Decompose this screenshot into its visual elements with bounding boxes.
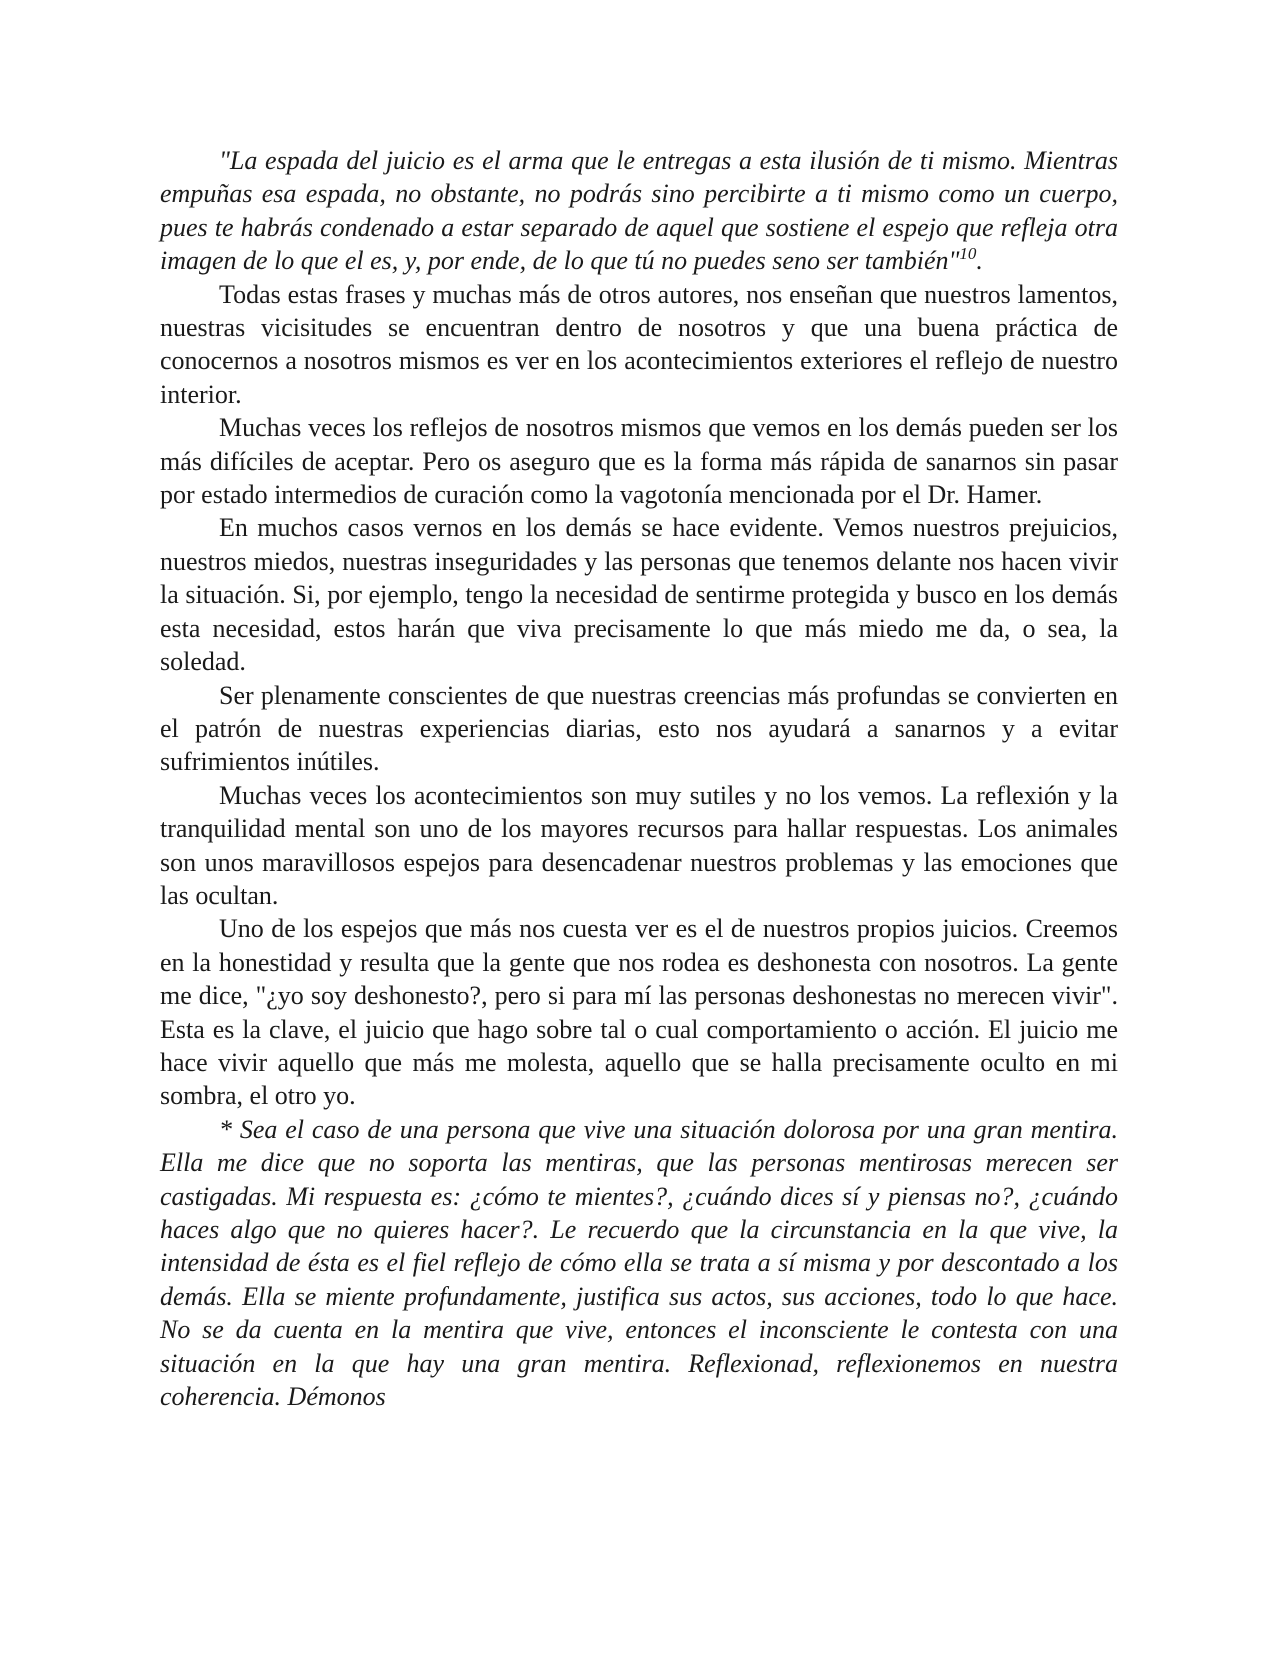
footnote-reference: 10 (959, 244, 977, 264)
example-paragraph (160, 1113, 1118, 1414)
body-paragraph: Todas estas frases y muchas más de otros autores, nos enseñan que nuestros lamentos, nuestras vicisitudes se encuentran dentro de nosotros y que una buena práctica de conocernos a nosotros mismos es ver en los acontecimientos exteriores el reflejo de nuestro interior. (160, 279, 1118, 409)
body-paragraph: Uno de los espejos que más nos cuesta ver es el de nuestros propios juicios. Creemos en la honestidad y resulta que la gente que nos rodea es deshonesta con nosotros. La gente me dice, "¿yo soy deshonesto?, pero si para mí las personas deshonestas no merecen vivir". Esta es la clave, el juicio que hago sobre tal o cual comportamiento o acción. El juicio me hace vivir aquello que más me molesta, aquello que se halla precisamente oculto en mi sombra, el otro yo. (160, 914, 1118, 1111)
quote-end-punctuation: . (976, 246, 983, 276)
quote-paragraph (160, 144, 1118, 278)
asterisk-marker: * (219, 1114, 240, 1144)
body-paragraph: Muchas veces los acontecimientos son muy sutiles y no los vemos. La reflexión y la tranquilidad mental son uno de los mayores recursos para hallar respuestas. Los animales son unos maravillosos espejos para desencadenar nuestros problemas y las emociones que las ocultan. (160, 780, 1118, 910)
quote-text: "La espada del juicio es el arma que le entregas a esta ilusión de ti mismo. Mientras empuñas esa espada, no obstante, no podrás sino percibirte a ti mismo como un cuerpo, pues te habrás condenado a estar separado de aquel que sostiene el espejo que refleja otra imagen de lo que el es, y, por ende, de lo que tú no puedes seno ser también" (160, 146, 1118, 276)
body-paragraph: En muchos casos vernos en los demás se hace evidente. Vemos nuestros prejuicios, nuestros miedos, nuestras inseguridades y las personas que tenemos delante nos hacen vivir la situación. Si, por ejemplo, tengo la necesidad de sentirme protegida y busco en los demás esta necesidad, estos harán que viva precisamente lo que más miedo me da, o sea, la soledad. (160, 513, 1118, 677)
body-paragraph: Ser plenamente conscientes de que nuestras creencias más profundas se convierten en el patrón de nuestras experiencias diarias, esto nos ayudará a sanarnos y a evitar sufrimientos inútiles. (160, 680, 1118, 777)
document-page (160, 144, 1118, 1413)
body-paragraph: Muchas veces los reflejos de nosotros mismos que vemos en los demás pueden ser los más difíciles de aceptar. Pero os aseguro que es la forma más rápida de sanarnos sin pasar por estado intermedios de curación como la vagotonía mencionada por el Dr. Hamer. (160, 413, 1118, 510)
example-text: Sea el caso de una persona que vive una situación dolorosa por una gran mentira. Ella me dice que no soporta las mentiras, que las personas mentirosas merecen ser castigadas. Mi respuesta es: ¿cómo te mientes?, ¿cuándo dices sí y piensas no?, ¿cuándo haces algo que no quieres hacer?. Le recuerdo que la circunstancia en la que vive, la intensidad de ésta es el fiel reflejo de cómo ella se trata a sí misma y por descontado a los demás. Ella se miente profundamente, justifica sus actos, sus acciones, todo lo que hace. No se da cuenta en la mentira que vive, entonces el inconsciente le contesta con una situación en la que hay una gran mentira. Reflexionad, reflexionemos en nuestra coherencia. Démonos (160, 1114, 1118, 1412)
